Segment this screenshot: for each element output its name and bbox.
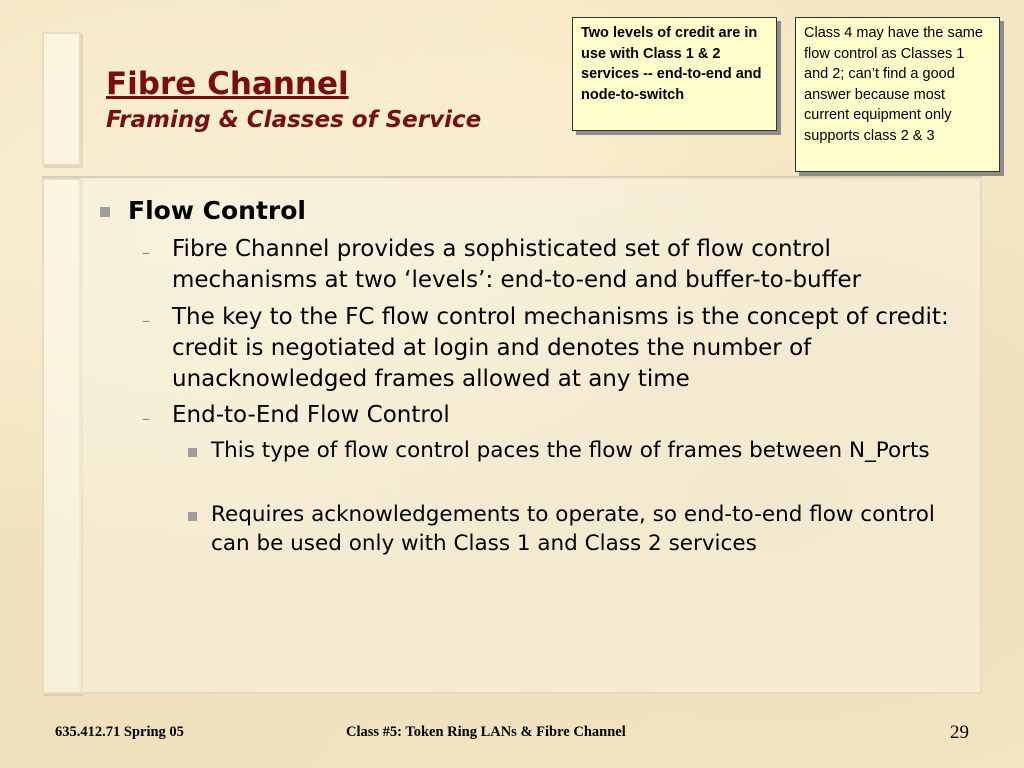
footer-class-title: Class #5: Token Ring LANs & Fibre Channel [346, 724, 626, 740]
dash-bullet-icon: – [142, 311, 150, 330]
square-bullet-icon [188, 512, 197, 521]
callout-class-4: Class 4 may have the same flow control as Classes 1 and 2; can’t find a good answer because most current equipment only supports class 2 & 3 [795, 17, 1000, 172]
square-bullet-icon [100, 207, 110, 217]
square-bullet-icon [188, 448, 197, 457]
page-number: 29 [950, 722, 969, 743]
slide-title: Fibre Channel [106, 66, 349, 102]
list-item: End-to-End Flow Control [172, 402, 450, 428]
title-divider [42, 176, 982, 178]
list-item: The key to the FC flow control mechanisms is the concept of credit: credit is negotiated at login and denotes the number of unacknowledged frames allowed at any time [172, 304, 949, 392]
dash-bullet-icon: – [142, 243, 150, 262]
decorative-frame-left [42, 178, 81, 694]
callout-credit-levels: Two levels of credit are in use with Class 1 & 2 services -- end-to-end and node-to-switch [572, 17, 777, 131]
list-item: Fibre Channel provides a sophisticated set of flow control mechanisms at two ‘levels’: end-to-end and buffer-to-buffer [172, 236, 862, 293]
footer-course: 635.412.71 Spring 05 [55, 724, 184, 740]
decorative-frame-top [42, 32, 81, 166]
slide-subtitle: Framing & Classes of Service [106, 107, 482, 133]
bullet-heading: Flow Control [128, 196, 306, 225]
dash-bullet-icon: – [142, 409, 150, 428]
list-subitem: This type of flow control paces the flow of frames between N_Ports [211, 438, 930, 463]
list-subitem: Requires acknowledgements to operate, so end-to-end flow control can be used only with Class 1 and Class 2 services [211, 502, 935, 556]
